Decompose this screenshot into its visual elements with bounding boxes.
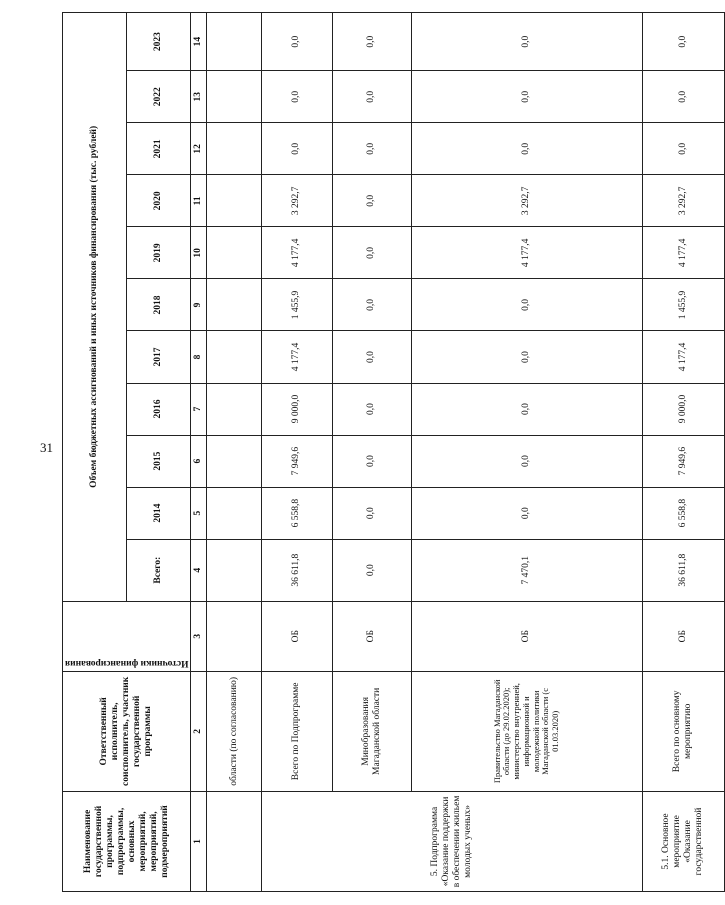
col-number: 10 bbox=[191, 227, 207, 279]
cell-value: 0,0 bbox=[411, 435, 642, 487]
cell-value bbox=[207, 487, 261, 539]
cell-value bbox=[207, 175, 261, 227]
cell-value: 0,0 bbox=[332, 227, 411, 279]
cell-value: 4 177,4 bbox=[261, 227, 332, 279]
table-row bbox=[261, 13, 332, 892]
cell-value: 0,0 bbox=[411, 123, 642, 175]
cell-name bbox=[207, 791, 261, 891]
cell-name: 5. Подпрограмма «Оказание поддержки в обеспечении жильем молодых ученых» bbox=[261, 791, 642, 891]
col-number: 4 bbox=[191, 539, 207, 601]
cell-source: ОБ bbox=[332, 601, 411, 671]
cell-value: 6 558,8 bbox=[261, 487, 332, 539]
cell-value: 0,0 bbox=[411, 331, 642, 383]
cell-value bbox=[207, 383, 261, 435]
col-number: 2 bbox=[191, 671, 207, 791]
cell-value: 0,0 bbox=[332, 435, 411, 487]
cell-value bbox=[207, 279, 261, 331]
header-year: 2021 bbox=[127, 123, 191, 175]
cell-total: 7 470,1 bbox=[411, 539, 642, 601]
header-row-1 bbox=[63, 13, 127, 892]
cell-value: 0,0 bbox=[411, 487, 642, 539]
cell-value: 0,0 bbox=[411, 279, 642, 331]
cell-value: 3 292,7 bbox=[642, 175, 724, 227]
header-year: 2022 bbox=[127, 71, 191, 123]
table-wrapper bbox=[62, 12, 705, 892]
col-number: 6 bbox=[191, 435, 207, 487]
cell-value: 9 000,0 bbox=[642, 383, 724, 435]
cell-total bbox=[207, 539, 261, 601]
header-year: 2019 bbox=[127, 227, 191, 279]
cell-value: 0,0 bbox=[332, 71, 411, 123]
cell-total: 36 611,8 bbox=[261, 539, 332, 601]
cell-value: 0,0 bbox=[332, 123, 411, 175]
cell-value: 0,0 bbox=[411, 383, 642, 435]
header-year: 2017 bbox=[127, 331, 191, 383]
col-number: 3 bbox=[191, 601, 207, 671]
col-number: 11 bbox=[191, 175, 207, 227]
header-name: Наименование государственной программы, подпрограммы, основных мероприятий, мероприятий, подмероприятий bbox=[63, 791, 191, 891]
cell-name: 5.1. Основное мероприятие «Оказание государственной bbox=[642, 791, 724, 891]
cell-value: 4 177,4 bbox=[261, 331, 332, 383]
header-total: Всего: bbox=[127, 539, 191, 601]
cell-value: 0,0 bbox=[261, 123, 332, 175]
cell-value: 1 455,9 bbox=[261, 279, 332, 331]
cell-value: 7 949,6 bbox=[642, 435, 724, 487]
col-number: 5 bbox=[191, 487, 207, 539]
cell-value: 0,0 bbox=[642, 13, 724, 71]
table-row bbox=[411, 13, 642, 892]
col-number: 9 bbox=[191, 279, 207, 331]
cell-responsible: области (по согласованию) bbox=[207, 671, 261, 791]
financing-table bbox=[62, 12, 725, 892]
cell-value: 0,0 bbox=[332, 383, 411, 435]
cell-value bbox=[207, 331, 261, 383]
page-number: 31 bbox=[40, 440, 53, 455]
cell-value: 3 292,7 bbox=[411, 175, 642, 227]
cell-responsible: Минобразования Магаданской области bbox=[332, 671, 411, 791]
header-year: 2014 bbox=[127, 487, 191, 539]
table-row bbox=[642, 13, 724, 892]
cell-value: 4 177,4 bbox=[642, 331, 724, 383]
col-number: 12 bbox=[191, 123, 207, 175]
cell-value bbox=[207, 71, 261, 123]
cell-value: 9 000,0 bbox=[261, 383, 332, 435]
cell-total: 0,0 bbox=[332, 539, 411, 601]
cell-value: 0,0 bbox=[332, 279, 411, 331]
cell-value: 0,0 bbox=[332, 331, 411, 383]
cell-value: 4 177,4 bbox=[411, 227, 642, 279]
header-responsible: Ответственный исполнитель, соисполнитель, участник государственной программы bbox=[63, 671, 191, 791]
col-number: 1 bbox=[191, 791, 207, 891]
cell-source: ОБ bbox=[261, 601, 332, 671]
cell-value bbox=[207, 227, 261, 279]
cell-value: 0,0 bbox=[261, 71, 332, 123]
cell-source bbox=[207, 601, 261, 671]
cell-responsible: Всего по основному мероприятию bbox=[642, 671, 724, 791]
col-number: 13 bbox=[191, 71, 207, 123]
cell-responsible: Правительство Магаданской области (до 29.02.2020); министерство внутренней, информационной и молодежной политики Магаданской области (с 01.03.2020) bbox=[411, 671, 642, 791]
cell-value: 3 292,7 bbox=[261, 175, 332, 227]
cell-source: ОБ bbox=[642, 601, 724, 671]
cell-value: 0,0 bbox=[642, 71, 724, 123]
cell-value: 0,0 bbox=[411, 71, 642, 123]
header-numbers-row bbox=[191, 13, 207, 892]
header-year: 2016 bbox=[127, 383, 191, 435]
cell-value: 7 949,6 bbox=[261, 435, 332, 487]
col-number: 14 bbox=[191, 13, 207, 71]
table-row bbox=[332, 13, 411, 892]
cell-total: 36 611,8 bbox=[642, 539, 724, 601]
cell-value: 0,0 bbox=[332, 13, 411, 71]
col-number: 7 bbox=[191, 383, 207, 435]
cell-value bbox=[207, 435, 261, 487]
cell-value: 0,0 bbox=[332, 175, 411, 227]
cell-responsible: Всего по Подпрограмме bbox=[261, 671, 332, 791]
header-volume: Объем бюджетных ассигнований и иных источников финансирования (тыс. рублей) bbox=[63, 13, 127, 602]
cell-value: 6 558,8 bbox=[642, 487, 724, 539]
cell-value bbox=[207, 13, 261, 71]
header-year: 2015 bbox=[127, 435, 191, 487]
cell-value: 0,0 bbox=[261, 13, 332, 71]
table-row bbox=[207, 13, 261, 892]
cell-value: 0,0 bbox=[411, 13, 642, 71]
header-year: 2023 bbox=[127, 13, 191, 71]
cell-value: 0,0 bbox=[332, 487, 411, 539]
header-source: Источники финансирования bbox=[63, 601, 191, 671]
cell-source: ОБ bbox=[411, 601, 642, 671]
header-year: 2018 bbox=[127, 279, 191, 331]
header-year: 2020 bbox=[127, 175, 191, 227]
cell-value: 4 177,4 bbox=[642, 227, 724, 279]
col-number: 8 bbox=[191, 331, 207, 383]
cell-value bbox=[207, 123, 261, 175]
cell-value: 0,0 bbox=[642, 123, 724, 175]
rotated-table-container bbox=[62, 12, 705, 892]
cell-value: 1 455,9 bbox=[642, 279, 724, 331]
